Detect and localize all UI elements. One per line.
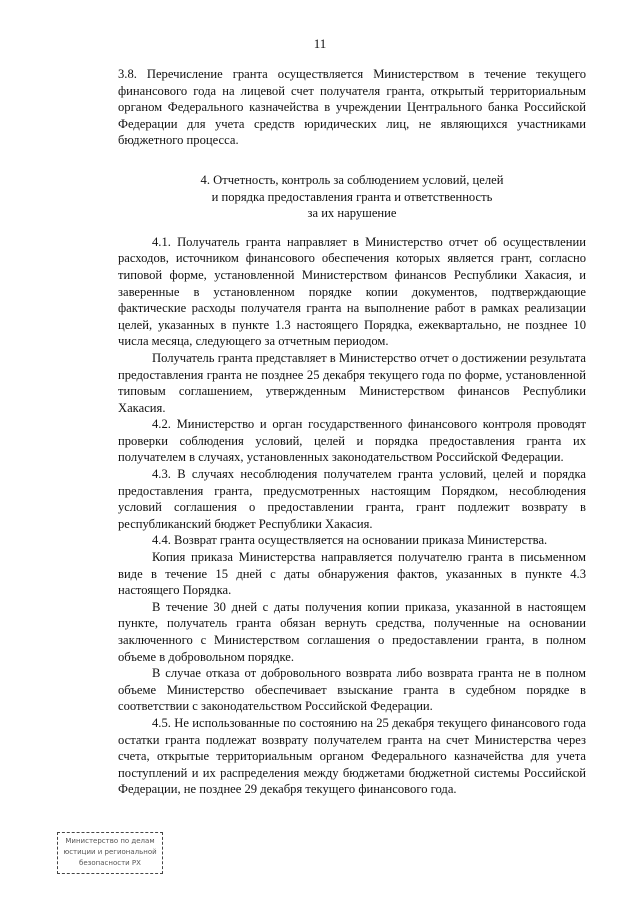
paragraph-4-4: 4.4. Возврат гранта осуществляется на основании приказа Министерства.	[152, 533, 548, 548]
stamp-line-3: безопасности РХ	[79, 859, 141, 867]
registration-stamp	[57, 832, 163, 874]
section-heading-line-1: 4. Отчетность, контроль за соблюдением условий, целей	[200, 172, 504, 187]
paragraph-4-3: 4.3. В случаях несоблюдения получателем гранта условий, целей и порядка предоставления гранта, предусмотренных настоящим Порядком, несоблюдения условий соглашения о предоставлении гранта, грант подлежит возврату в республиканский бюджет Республики Хакасия.	[118, 467, 586, 531]
section-heading-line-3: за их нарушение	[307, 206, 397, 221]
document-body	[118, 66, 586, 798]
stamp-line-2: юстиции и региональной	[63, 848, 157, 856]
stamp-line-1: Министерство по делам	[65, 837, 155, 845]
paragraph-4-1-report: Получатель гранта представляет в Министерство отчет о достижении результата предоставления гранта не позднее 25 декабря текущего года по форме, установленной типовым соглашением, утвержденным Министерством финансов Республики Хакасия.	[118, 350, 586, 415]
section-heading-line-2: и порядка предоставления гранта и ответственность	[211, 189, 493, 204]
paragraph-4-4-return: В течение 30 дней с даты получения копии приказа, указанной в настоящем пункте, получатель гранта обязан вернуть средства, полученные на основании заключенного с Министерством соглашения о предоставлении гранта, в полном объеме в добровольном порядке.	[118, 599, 586, 664]
section-heading	[118, 172, 586, 222]
paragraph-4-5: 4.5. Не использованные по состоянию на 25 декабря текущего финансового года остатки гранта подлежат возврату получателем гранта на счет Министерства через счета, открытые территориальным органом Федерального казначейства для учета поступлений и их распределения между бюджетами бюджетной системы Российской Федерации, не позднее 29 декабря текущего финансового года.	[118, 715, 586, 797]
paragraph-4-4-refusal: В случае отказа от добровольного возврата либо возврата гранта не в полном объеме Министерство обеспечивает взыскание гранта в судебном порядке в соответствии с законодательством Российской Федерации.	[118, 666, 586, 714]
paragraph-3-8: 3.8. Перечисление гранта осуществляется Министерством в течение текущего финансового года на лицевой счет получателя гранта, открытый территориальным органом Федерального казначейства в учреждении Центрального банка Российской Федерации для учета средств юридических лиц, не являющихся участниками бюджетного процесса.	[118, 67, 586, 148]
paragraph-4-4-copy: Копия приказа Министерства направляется получателю гранта в письменном виде в течение 15 дней с даты обнаружения фактов, указанных в пункте 4.3 настоящего Порядка.	[118, 550, 586, 598]
paragraph-4-2: 4.2. Министерство и орган государственного финансового контроля проводят проверки соблюдения условий, целей и порядка предоставления гранта их получателем в случаях, установленных законодательством Российской Федерации.	[118, 417, 586, 465]
page-number: 11	[313, 36, 327, 51]
paragraph-4-1: 4.1. Получатель гранта направляет в Министерство отчет об осуществлении расходов, источником финансового обеспечения которых является грант, согласно типовой форме, установленной Министерством финансов Республики Хакасия, и заверенные в установленном порядке копии документов, подтверждающие фактические расходы получателя гранта на выполнение работ в рамках реализации целей, указанных в пункте 1.3 настоящего Порядка, ежеквартально, не позднее 10 числа месяца, следующего за отчетным периодом.	[118, 234, 586, 349]
